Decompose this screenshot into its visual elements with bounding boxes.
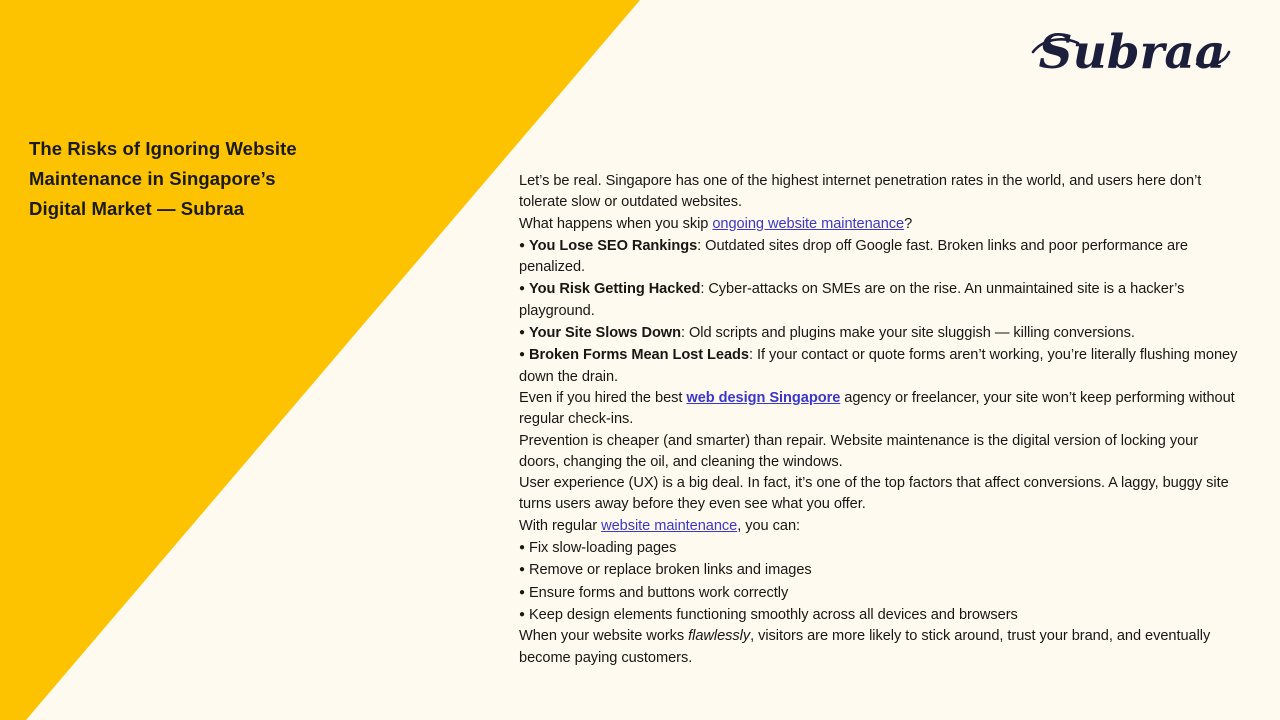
risk-lead-in: Your Site Slows Down [529,325,681,342]
risk-item [519,235,1241,279]
benefits-intro-suffix: , you can: [737,517,801,534]
closing-suffix: , visitors are more likely to stick around, trust your brand, and eventually become paying customers. [519,628,1211,666]
benefit-text: Remove or replace broken links and images [529,562,812,579]
risk-body: : If your contact or quote forms aren’t working, you’re literally flushing money down the drain. [519,347,1238,385]
bullet-icon: ● [519,542,525,554]
risk-item [519,278,1241,322]
benefits-intro-prefix: With regular [519,517,602,534]
page-title-line-1: The Risks of Ignoring Website [29,138,297,159]
risk-body: : Old scripts and plugins make your site sluggish — killing conversions. [680,325,1135,342]
bullet-icon: ● [519,239,525,251]
risk-lead-in: Broken Forms Mean Lost Leads [529,347,749,364]
logo-wordmark-text: Subraa [1038,25,1226,80]
risk-item [519,322,1241,344]
body-copy [519,171,1241,669]
benefit-item [519,537,1241,559]
ux-paragraph [519,473,1241,516]
benefit-item [519,604,1241,626]
risk-body: : Outdated sites drop off Google fast. Broken links and poor performance are penalized. [519,237,1188,276]
benefit-text: Ensure forms and buttons work correctly [529,584,789,601]
subraa-script-logo [1029,22,1234,82]
question-paragraph [519,214,1241,235]
closing-paragraph [519,626,1241,669]
benefit-item [519,559,1241,581]
agency-paragraph [519,388,1241,431]
closing-prefix: When your website works [519,628,689,645]
intro-text: Let’s be real. Singapore has one of the highest internet penetration rates in the world, and users here don’t tolerate slow or outdated websites. [519,173,1202,211]
bullet-icon: ● [519,564,525,576]
page-title-line-3: Digital Market — Subraa [29,198,245,219]
web-design-singapore-link[interactable]: web design Singapore [686,389,841,406]
risk-item [519,344,1241,388]
question-prefix: What happens when you skip [519,215,713,232]
bullet-icon: ● [519,349,525,361]
ongoing-website-maintenance-link[interactable]: ongoing website maintenance [712,215,905,232]
closing-emphasis: flawlessly [688,628,751,645]
bullet-icon: ● [519,283,525,295]
bullet-icon: ● [519,586,525,598]
benefit-text: Fix slow-loading pages [529,540,677,557]
benefits-intro-paragraph [519,516,1241,537]
risk-lead-in: You Risk Getting Hacked [529,281,701,298]
page-title-line-2: Maintenance in Singapore’s [29,168,276,189]
prevention-text: Prevention is cheaper (and smarter) than repair. Website maintenance is the digital version of locking your doors, changing the oil, and cleaning the windows. [519,432,1199,470]
website-maintenance-link[interactable]: website maintenance [601,517,738,534]
intro-paragraph [519,171,1241,214]
agency-prefix: Even if you hired the best [519,389,687,406]
benefit-text: Keep design elements functioning smoothly across all devices and browsers [529,606,1018,623]
prevention-paragraph [519,431,1241,474]
bullet-icon: ● [519,327,525,339]
bullet-icon: ● [519,608,525,620]
question-suffix: ? [904,215,913,232]
risk-lead-in: You Lose SEO Rankings [529,237,698,254]
risk-body: : Cyber-attacks on SMEs are on the rise. An unmaintained site is a hacker’s playground. [519,281,1185,319]
benefit-item [519,582,1241,604]
page-title [29,134,379,224]
agency-suffix: agency or freelancer, your site won’t keep performing without regular check-ins. [519,389,1235,428]
ux-text: User experience (UX) is a big deal. In fact, it’s one of the top factors that affect conversions. A laggy, buggy site turns users away before they even see what you offer. [519,475,1229,513]
